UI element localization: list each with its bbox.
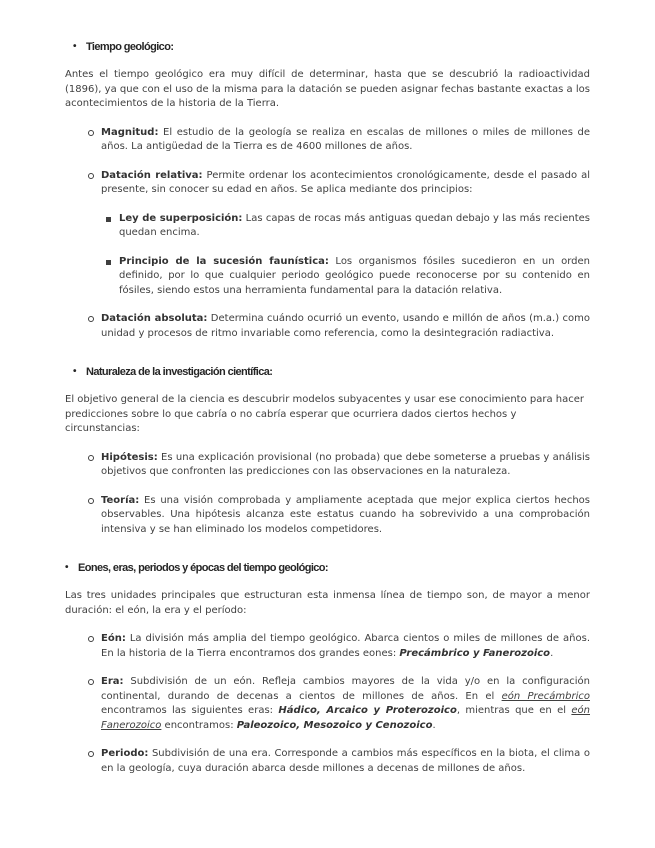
bullet-icon: •: [73, 41, 76, 52]
emphasis: Hádico, Arcaico y Proterozoico: [278, 705, 457, 716]
list: [65, 451, 590, 538]
list-item-magnitud: [101, 126, 590, 155]
eon-fanerozoico-reference: eón Fanerozoico: [101, 705, 590, 731]
list-item-teoria: [101, 494, 590, 538]
circle-bullet-icon: [88, 751, 94, 757]
definition: El estudio de la geología se realiza en escalas de millones o miles de millones de años. La antigüedad de la Tierra es de 4600 millones de años.: [101, 126, 590, 152]
list-item-datacion-relativa: [101, 169, 590, 299]
section-eones-eras: [65, 561, 590, 776]
list-item-hipotesis: [101, 451, 590, 480]
bullet-icon: •: [65, 562, 68, 573]
term: Eón:: [101, 633, 126, 644]
list-item-eon: [101, 632, 590, 661]
punctuation: .: [550, 647, 554, 659]
section-heading: [65, 40, 590, 54]
section-heading: [65, 365, 590, 379]
circle-bullet-icon: [88, 498, 94, 504]
sublist: [101, 212, 590, 299]
eon-precambrico-reference: eón Precámbrico: [501, 690, 590, 702]
intro-paragraph: Antes el tiempo geológico era muy difícil de determinar, hasta que se descubrió la radioactividad (1896), ya que con el uso de la misma para la datación se pueden asignar fechas bastante exactas a los acontecimientos de la historia de la Tierra.: [65, 69, 590, 109]
circle-bullet-icon: [88, 316, 94, 322]
square-bullet-icon: [106, 217, 111, 222]
circle-bullet-icon: [88, 173, 94, 179]
term: Principio de la sucesión faunística:: [119, 255, 329, 267]
square-bullet-icon: [106, 260, 111, 265]
definition: Subdivisión de un eón. Refleja cambios mayores de la vida y/o en la configuración continental, durando de decenas a cientos de millones de años. En el: [101, 676, 590, 702]
definition: Es una explicación provisional (no probada) que debe someterse a pruebas y análisis objetivos que confronten las predicciones con las observaciones en la naturaleza.: [101, 451, 590, 477]
intro-paragraph: El objetivo general de la ciencia es descubrir modelos subyacentes y usar ese conocimiento para hacer predicciones sobre lo que cabría o no cabría esperar que ocurriera dados ciertos hechos y circunstancias:: [65, 394, 584, 434]
circle-bullet-icon: [88, 679, 94, 685]
list-item-datacion-absoluta: [101, 312, 590, 341]
circle-bullet-icon: [88, 130, 94, 136]
sublist-item: [119, 212, 590, 241]
term: Datación relativa:: [101, 169, 203, 181]
intro-paragraph: Las tres unidades principales que estructuran esta inmensa línea de tiempo son, de mayor a menor duración: el eón, la era y el período:: [65, 590, 590, 616]
definition: Los organismos fósiles sucedieron en un orden definido, por lo que cualquier periodo geológico puede reconocerse por su contenido en fósiles, siendo estos una herramienta fundamental para la datación relativa.: [119, 255, 590, 296]
term: Ley de superposición:: [119, 212, 243, 224]
punctuation: .: [432, 719, 436, 731]
sublist-item: [119, 255, 590, 299]
definition: Subdivisión de una era. Corresponde a cambios más específicos en la biota, el clima o en la geología, cuya duración abarca desde millones a decenas de millones de años.: [101, 748, 590, 774]
term: Hipótesis:: [101, 451, 158, 463]
list: [65, 632, 590, 776]
section-tiempo-geologico: [65, 40, 590, 341]
heading-text: Tiempo geológico:: [86, 41, 174, 53]
circle-bullet-icon: [88, 455, 94, 461]
definition: Es una visión comprobada y ampliamente aceptada que mejor explica ciertos hechos observables. Una hipótesis alcanza este estatus cuando ha sobrevivido a una comprobación intensiva y se han eliminado los modelos competidores.: [101, 494, 590, 535]
definition: La división más amplia del tiempo geológico. Abarca cientos o miles de millones de años. En la historia de la Tierra encontramos dos grandes eones:: [101, 633, 590, 659]
heading-text: Naturaleza de la investigación científica:: [86, 366, 273, 378]
list-item-periodo: [101, 747, 590, 776]
list-item-era: [101, 675, 590, 733]
definition: Determina cuándo ocurrió un evento, usando e millón de años (m.a.) como unidad y procesos de ritmo invariable como referencia, como la desintegración radiactiva.: [101, 313, 590, 339]
term: Teoría:: [101, 494, 140, 506]
term: Magnitud:: [101, 126, 159, 138]
term: Periodo:: [101, 748, 149, 759]
list: [65, 126, 590, 342]
emphasis: Precámbrico y Fanerozoico: [399, 647, 551, 659]
term: Datación absoluta:: [101, 313, 208, 324]
definition: Las capas de rocas más antiguas quedan debajo y las más recientes quedan encima.: [119, 212, 590, 238]
definition-cont: encontramos las siguientes eras:: [101, 705, 279, 716]
definition-cont: , mientras que en el: [456, 705, 572, 716]
definition-cont: encontramos:: [161, 719, 237, 731]
heading-text: Eones, eras, periodos y épocas del tiempo geológico:: [78, 562, 328, 574]
bullet-icon: •: [73, 366, 76, 377]
definition: Permite ordenar los acontecimientos cronológicamente, desde el pasado al presente, sin conocer su edad en años. Se aplica mediante dos principios:: [101, 169, 590, 195]
section-heading: [65, 561, 590, 575]
circle-bullet-icon: [88, 636, 94, 642]
term: Era:: [101, 676, 124, 687]
emphasis: Paleozoico, Mesozoico y Cenozoico: [236, 719, 433, 731]
section-investigacion-cientifica: [65, 365, 590, 537]
